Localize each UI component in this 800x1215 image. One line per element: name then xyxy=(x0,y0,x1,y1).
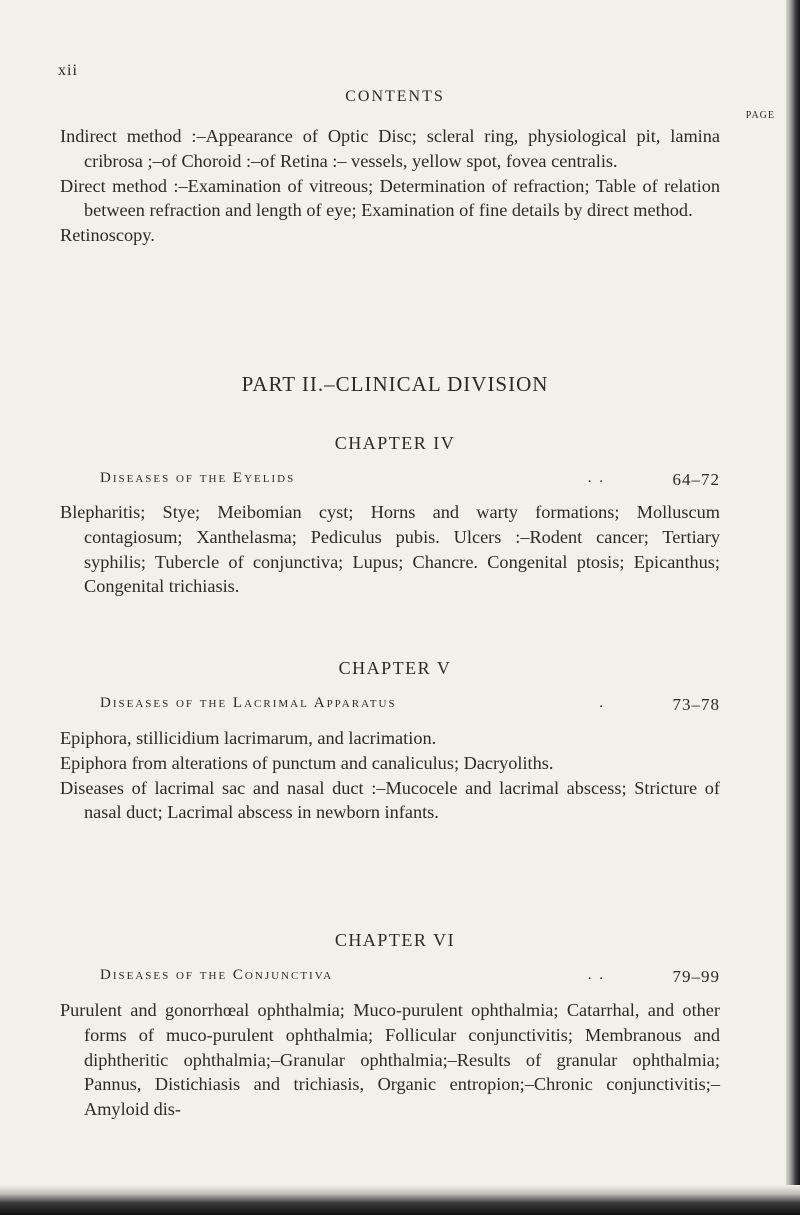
leader-dots: . . xyxy=(587,470,605,486)
part-title: PART II.–CLINICAL DIVISION xyxy=(241,372,549,396)
page-column-label: PAGE xyxy=(745,110,775,121)
chapter-body-vi xyxy=(60,998,720,1122)
chapter-subject-v xyxy=(100,695,720,712)
chapter-topics: Blepharitis; Stye; Meibomian cyst; Horns and warty formations; Molluscum contagiosum; Xanthelasma; Pediculus pubis. Ulcers :–Rodent cancer; Tertiary syphilis; Tubercle of conjunctiva; Lupus; Chancre. Congenital ptosis; Epicanthus; Congenital trichiasis. xyxy=(60,502,720,597)
chapter-heading-vi: CHAPTER VI xyxy=(334,930,456,950)
page-edge-shadow xyxy=(786,0,800,1215)
intro-contents xyxy=(60,124,720,248)
chapter-topics: Epiphora, stillicidium lacrimarum, and lacrimation. xyxy=(60,728,437,748)
page-number: xii xyxy=(58,62,78,79)
page-range: 79–99 xyxy=(672,967,720,986)
chapter-topics: Purulent and gonorrhœal ophthalmia; Muco-purulent ophthalmia; Catarrhal, and other forms of muco-purulent ophthalmia; Follicular conjunctivitis; Membranous and diphtheritic ophthalmia;–Granular ophthalmia;–Results of granular ophthalmia; Pannus, Distichiasis and trichiasis, Organic entropion;–Chronic conjunctivitis;–Amyloid dis- xyxy=(60,1000,720,1120)
chapter-heading-v: CHAPTER V xyxy=(338,658,452,678)
chapter-body-v xyxy=(60,726,720,825)
chapter-subject-text: Diseases of the Conjunctiva xyxy=(100,967,334,983)
intro-direct-method: Direct method :–Examination of vitreous; Determination of refraction; Table of relation between refraction and length of eye; Examination of fine details by direct method. xyxy=(60,175,720,221)
leader-dots: . xyxy=(599,695,605,711)
chapter-topics: Diseases of lacrimal sac and nasal duct :–Mucocele and lacrimal abscess; Stricture of nasal duct; Lacrimal abscess in newborn infants. xyxy=(60,777,720,823)
leader-dots: . . xyxy=(587,967,605,983)
intro-indirect-method: Indirect method :–Appearance of Optic Disc; scleral ring, physiological pit, lamina cribrosa ;–of Choroid :–of Retina :– vessels, yellow spot, fovea centralis. xyxy=(60,126,720,171)
intro-retinoscopy: Retinoscopy. xyxy=(60,225,155,246)
chapter-subject-iv xyxy=(100,470,720,487)
page-range: 73–78 xyxy=(672,695,720,714)
chapter-topics: Epiphora from alterations of punctum and canaliculus; Dacryoliths. xyxy=(60,752,554,773)
page-range: 64–72 xyxy=(672,470,720,489)
chapter-subject-vi xyxy=(100,967,720,984)
chapter-body-iv xyxy=(60,500,720,599)
page-title: CONTENTS xyxy=(345,88,445,105)
chapter-subject-text: Diseases of the Eyelids xyxy=(100,470,296,486)
chapter-heading-iv: CHAPTER IV xyxy=(334,433,456,453)
chapter-subject-text: Diseases of the Lacrimal Apparatus xyxy=(100,695,397,711)
page-bottom-shadow xyxy=(0,1185,800,1215)
